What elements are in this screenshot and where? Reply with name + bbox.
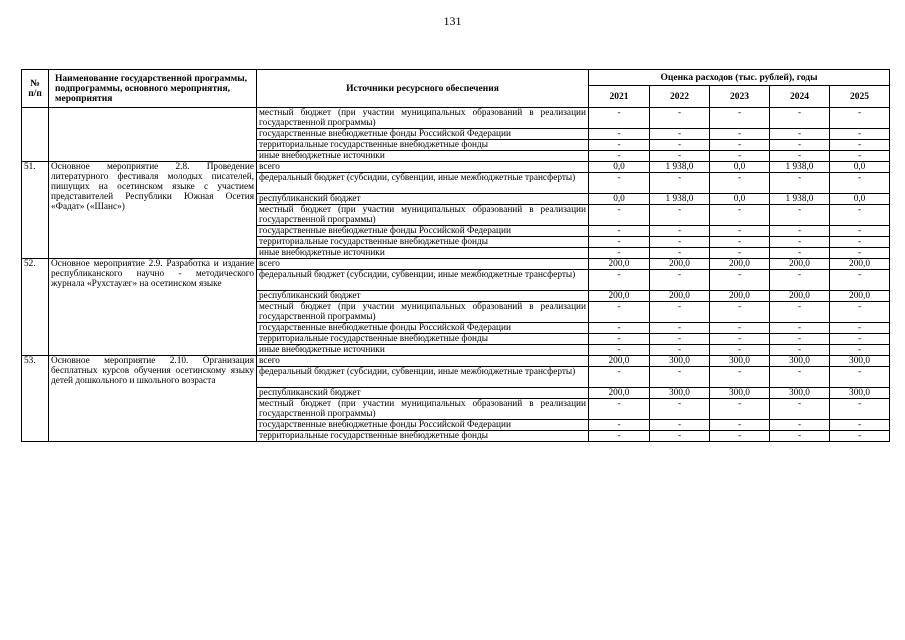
value-cell: -	[589, 431, 650, 442]
value-cell: -	[650, 367, 710, 388]
source-cell: иные внебюджетные источники	[257, 151, 589, 162]
table-row	[22, 356, 890, 367]
source-cell: федеральный бюджет (субсидии, субвенции, иные межбюджетные трансферты)	[257, 367, 589, 388]
value-cell: -	[589, 302, 650, 323]
value-cell: -	[770, 323, 830, 334]
value-cell: -	[770, 226, 830, 237]
source-cell: всего	[257, 162, 589, 173]
value-cell: -	[710, 151, 770, 162]
value-cell: 200,0	[589, 356, 650, 367]
value-cell: -	[650, 323, 710, 334]
value-cell: -	[589, 270, 650, 291]
measure-number: 51.	[22, 162, 49, 259]
value-cell: 200,0	[650, 291, 710, 302]
value-cell: -	[650, 420, 710, 431]
value-cell: -	[650, 173, 710, 194]
value-cell: -	[710, 237, 770, 248]
measure-name: Основное мероприятие 2.8. Проведение литературного фестиваля молодых писателей, пишущих на осетинском языке с участием представителей Республики Южная Осетия «Фадат» («Шанс»)	[49, 162, 257, 259]
source-cell: государственные внебюджетные фонды Российской Федерации	[257, 323, 589, 334]
value-cell: -	[830, 129, 890, 140]
value-cell: -	[770, 140, 830, 151]
value-cell: -	[770, 248, 830, 259]
value-cell: -	[830, 345, 890, 356]
value-cell: 300,0	[830, 388, 890, 399]
value-cell: -	[650, 108, 710, 129]
value-cell: -	[710, 108, 770, 129]
source-cell: территориальные государственные внебюджетные фонды	[257, 431, 589, 442]
measure-name: Основное мероприятие 2.9. Разработка и издание республиканского научно - методического журнала «Рухстауæг» на осетинском языке	[49, 259, 257, 356]
header-estimate: Оценка расходов (тыс. рублей), годы	[589, 70, 890, 86]
source-cell: территориальные государственные внебюджетные фонды	[257, 334, 589, 345]
value-cell: -	[830, 302, 890, 323]
value-cell: 200,0	[770, 291, 830, 302]
value-cell: -	[710, 140, 770, 151]
value-cell: 0,0	[589, 162, 650, 173]
value-cell: -	[830, 151, 890, 162]
value-cell: -	[710, 270, 770, 291]
value-cell: -	[650, 129, 710, 140]
value-cell: -	[589, 129, 650, 140]
value-cell: -	[589, 237, 650, 248]
value-cell: -	[710, 345, 770, 356]
value-cell: -	[830, 108, 890, 129]
table-row	[22, 259, 890, 270]
value-cell: -	[589, 334, 650, 345]
value-cell: -	[650, 151, 710, 162]
value-cell: -	[650, 226, 710, 237]
value-cell: -	[770, 367, 830, 388]
value-cell: 0,0	[830, 162, 890, 173]
value-cell: -	[770, 173, 830, 194]
value-cell: -	[830, 226, 890, 237]
value-cell: -	[710, 431, 770, 442]
value-cell: -	[770, 237, 830, 248]
value-cell: -	[830, 237, 890, 248]
value-cell: -	[770, 431, 830, 442]
value-cell: -	[770, 151, 830, 162]
value-cell: -	[589, 108, 650, 129]
source-cell: государственные внебюджетные фонды Российской Федерации	[257, 129, 589, 140]
value-cell: -	[830, 205, 890, 226]
value-cell: 300,0	[650, 388, 710, 399]
value-cell: -	[770, 270, 830, 291]
value-cell: -	[710, 420, 770, 431]
value-cell: -	[589, 151, 650, 162]
value-cell: 200,0	[589, 259, 650, 270]
source-cell: местный бюджет (при участии муниципальных образований в реализации государственной программы)	[257, 108, 589, 129]
value-cell: -	[650, 248, 710, 259]
value-cell: -	[589, 248, 650, 259]
value-cell: -	[770, 334, 830, 345]
header-year: 2024	[770, 86, 830, 108]
value-cell: -	[710, 302, 770, 323]
value-cell: -	[830, 248, 890, 259]
value-cell: -	[589, 140, 650, 151]
value-cell: 1 938,0	[770, 194, 830, 205]
value-cell: -	[830, 270, 890, 291]
value-cell: -	[589, 345, 650, 356]
value-cell: 200,0	[589, 388, 650, 399]
header-year: 2021	[589, 86, 650, 108]
source-cell: территориальные государственные внебюджетные фонды	[257, 237, 589, 248]
header-year: 2025	[830, 86, 890, 108]
value-cell: -	[650, 205, 710, 226]
value-cell: -	[830, 334, 890, 345]
value-cell: -	[650, 334, 710, 345]
value-cell: -	[650, 399, 710, 420]
header-year: 2022	[650, 86, 710, 108]
value-cell: -	[710, 399, 770, 420]
source-cell: республиканский бюджет	[257, 291, 589, 302]
value-cell: -	[830, 140, 890, 151]
value-cell: 200,0	[710, 259, 770, 270]
value-cell: 200,0	[589, 291, 650, 302]
source-cell: республиканский бюджет	[257, 388, 589, 399]
table-body	[22, 108, 890, 442]
value-cell: -	[770, 129, 830, 140]
value-cell: -	[710, 226, 770, 237]
table-header	[22, 70, 890, 108]
value-cell: -	[830, 431, 890, 442]
source-cell: государственные внебюджетные фонды Российской Федерации	[257, 226, 589, 237]
value-cell: -	[650, 345, 710, 356]
value-cell: 300,0	[650, 356, 710, 367]
value-cell: 0,0	[710, 162, 770, 173]
source-cell: местный бюджет (при участии муниципальных образований в реализации государственной программы)	[257, 399, 589, 420]
table-row	[22, 108, 890, 129]
value-cell: 300,0	[710, 388, 770, 399]
value-cell: -	[650, 302, 710, 323]
value-cell: -	[830, 173, 890, 194]
measure-number: 52.	[22, 259, 49, 356]
value-cell: -	[589, 399, 650, 420]
value-cell: 200,0	[830, 259, 890, 270]
value-cell: -	[589, 367, 650, 388]
measure-name: Основное мероприятие 2.10. Организация бесплатных курсов обучения осетинскому языку детей дошкольного и школьного возраста	[49, 356, 257, 442]
value-cell: -	[710, 173, 770, 194]
value-cell: -	[710, 129, 770, 140]
value-cell: -	[830, 420, 890, 431]
value-cell: 200,0	[710, 291, 770, 302]
value-cell: 0,0	[589, 194, 650, 205]
value-cell: 0,0	[710, 194, 770, 205]
value-cell: -	[770, 205, 830, 226]
value-cell: 1 938,0	[770, 162, 830, 173]
value-cell: -	[589, 226, 650, 237]
value-cell: -	[589, 420, 650, 431]
source-cell: всего	[257, 356, 589, 367]
header-num: № п/п	[22, 70, 49, 108]
source-cell: республиканский бюджет	[257, 194, 589, 205]
table-row	[22, 162, 890, 173]
empty-num-cell	[22, 108, 49, 162]
value-cell: -	[770, 420, 830, 431]
source-cell: иные внебюджетные источники	[257, 248, 589, 259]
value-cell: -	[710, 323, 770, 334]
source-cell: федеральный бюджет (субсидии, субвенции, иные межбюджетные трансферты)	[257, 270, 589, 291]
header-year: 2023	[710, 86, 770, 108]
source-cell: местный бюджет (при участии муниципальных образований в реализации государственной программы)	[257, 205, 589, 226]
value-cell: -	[589, 205, 650, 226]
value-cell: -	[770, 302, 830, 323]
source-cell: федеральный бюджет (субсидии, субвенции, иные межбюджетные трансферты)	[257, 173, 589, 194]
source-cell: государственные внебюджетные фонды Российской Федерации	[257, 420, 589, 431]
value-cell: -	[710, 205, 770, 226]
value-cell: -	[589, 323, 650, 334]
value-cell: 200,0	[650, 259, 710, 270]
value-cell: 300,0	[770, 356, 830, 367]
value-cell: -	[710, 367, 770, 388]
value-cell: -	[650, 140, 710, 151]
value-cell: 300,0	[770, 388, 830, 399]
value-cell: 1 938,0	[650, 162, 710, 173]
value-cell: -	[650, 270, 710, 291]
value-cell: -	[710, 248, 770, 259]
value-cell: -	[830, 367, 890, 388]
value-cell: -	[710, 334, 770, 345]
empty-name-cell	[49, 108, 257, 162]
value-cell: 300,0	[710, 356, 770, 367]
value-cell: -	[650, 237, 710, 248]
source-cell: местный бюджет (при участии муниципальных образований в реализации государственной программы)	[257, 302, 589, 323]
source-cell: всего	[257, 259, 589, 270]
value-cell: -	[589, 173, 650, 194]
value-cell: -	[650, 431, 710, 442]
value-cell: 300,0	[830, 356, 890, 367]
source-cell: территориальные государственные внебюджетные фонды	[257, 140, 589, 151]
value-cell: 200,0	[830, 291, 890, 302]
value-cell: 0,0	[830, 194, 890, 205]
header-name: Наименование государственной программы, подпрограммы, основного мероприятия, мероприятия	[49, 70, 257, 108]
value-cell: 1 938,0	[650, 194, 710, 205]
value-cell: -	[830, 399, 890, 420]
value-cell: -	[830, 323, 890, 334]
measure-number: 53.	[22, 356, 49, 442]
page-number: 131	[443, 14, 462, 28]
budget-table	[21, 69, 890, 442]
value-cell: -	[770, 345, 830, 356]
value-cell: -	[770, 399, 830, 420]
source-cell: иные внебюджетные источники	[257, 345, 589, 356]
value-cell: 200,0	[770, 259, 830, 270]
header-source: Источники ресурсного обеспечения	[257, 70, 589, 108]
value-cell: -	[770, 108, 830, 129]
